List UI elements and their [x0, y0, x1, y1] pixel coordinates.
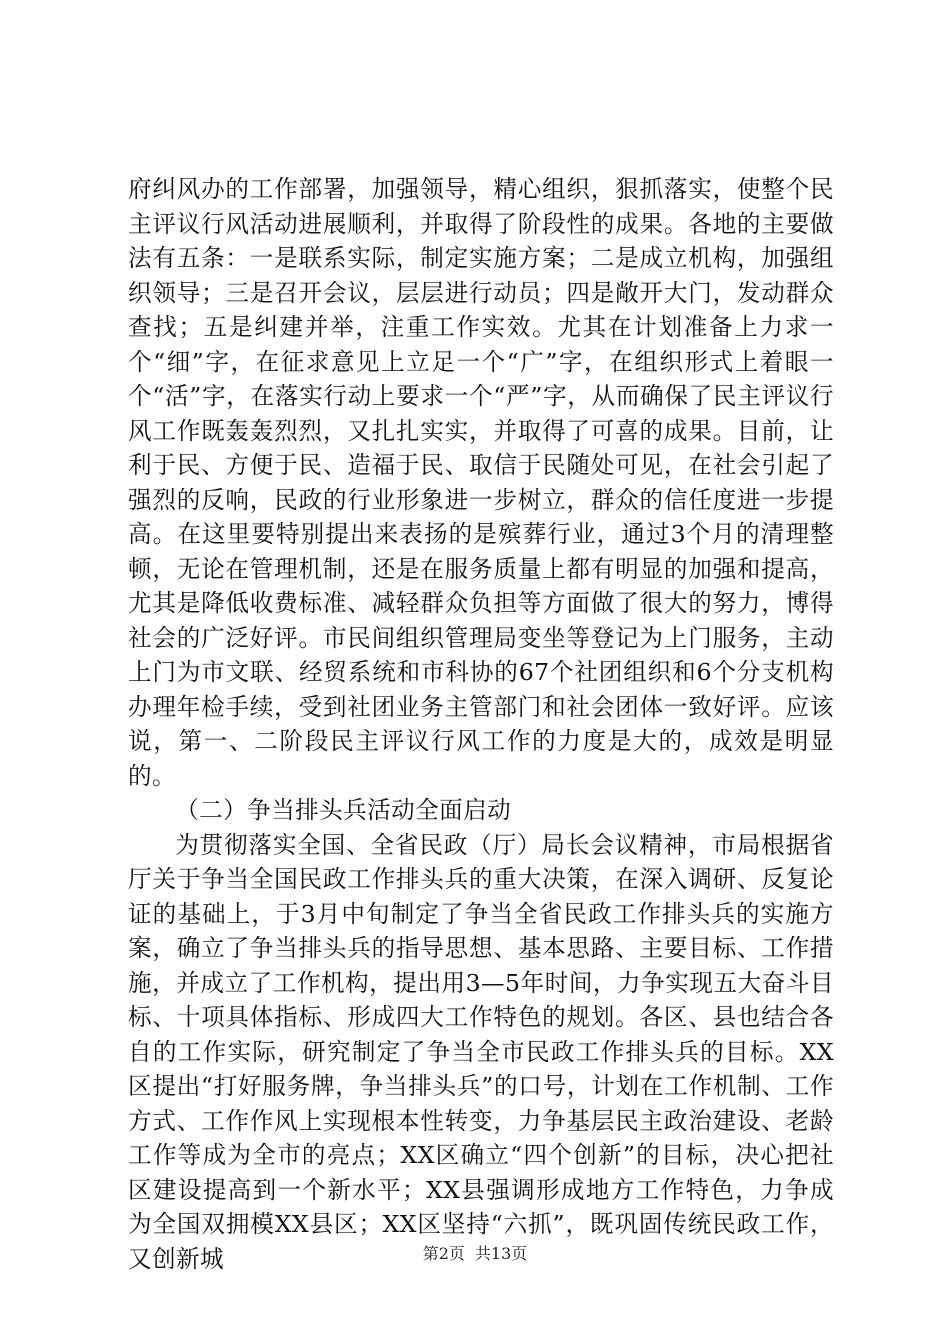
- section-heading-pacesetter: （二）争当排头兵活动全面启动: [175, 796, 512, 824]
- page-number: 第2页: [422, 1244, 465, 1263]
- document-body: [128, 172, 834, 1276]
- page-total: 共13页: [474, 1244, 528, 1263]
- paragraph-pacesetter-activity: 为贯彻落实全国、全省民政（厅）局长会议精神，市局根据省厅关于争当全国民政工作排头兵的重大决策，在深入调研、反复论证的基础上，于3月中旬制定了争当全省民政工作排头兵的实施方案，确立了争当排头兵的指导思想、基本思路、主要目标、工作措施，并成立了工作机构，提出用3—5年时间，力争实现五大奋斗目标、十项具体指标、形成四大工作特色的规划。各区、县也结合各自的工作实际，研究制定了争当全市民政工作排头兵的目标。XX区提出“打好服务牌，争当排头兵”的口号，计划在工作机制、工作方式、工作作风上实现根本性转变，力争基层民主政治建设、老龄工作等成为全市的亮点；XX区确立“四个创新”的目标，决心把社区建设提高到一个新水平；XX县强调形成地方工作特色，力争成为全国双拥模XX县区；XX区坚持“六抓”，既巩固传统民政工作，又创新城: [128, 830, 834, 1273]
- page-footer: [0, 1243, 950, 1265]
- paragraph-work-summary: 府纠风办的工作部署，加强领导，精心组织，狠抓落实，使整个民主评议行风活动进展顺利，并取得了阶段性的成果。各地的主要做法有五条：一是联系实际，制定实施方案；二是成立机构，加强组织领导；三是召开会议，层层进行动员；四是敞开大门，发动群众查找；五是纠建并举，注重工作实效。尤其在计划准备上力求一个“细”字，在征求意见上立足一个“广”字，在组织形式上着眼一个“活”字，在落实行动上要求一个“严”字，从而确保了民主评议行风工作既轰轰烈烈，又扎扎实实，并取得了可喜的成果。目前，让利于民、方便于民、造福于民、取信于民随处可见，在社会引起了强烈的反响，民政的行业形象进一步树立，群众的信任度进一步提高。在这里要特别提出来表扬的是殡葬行业，通过3个月的清理整顿，无论在管理机制，还是在服务质量上都有明显的加强和提高，尤其是降低收费标准、减轻群众负担等方面做了很大的努力，博得社会的广泛好评。市民间组织管理局变坐等登记为上门服务，主动上门为市文联、经贸系统和市科协的67个社团组织和6个分支机构办理年检手续，受到社团业务主管部门和社会团体一致好评。应该说，第一、二阶段民主评议行风工作的力度是大的，成效是明显的。: [128, 175, 834, 790]
